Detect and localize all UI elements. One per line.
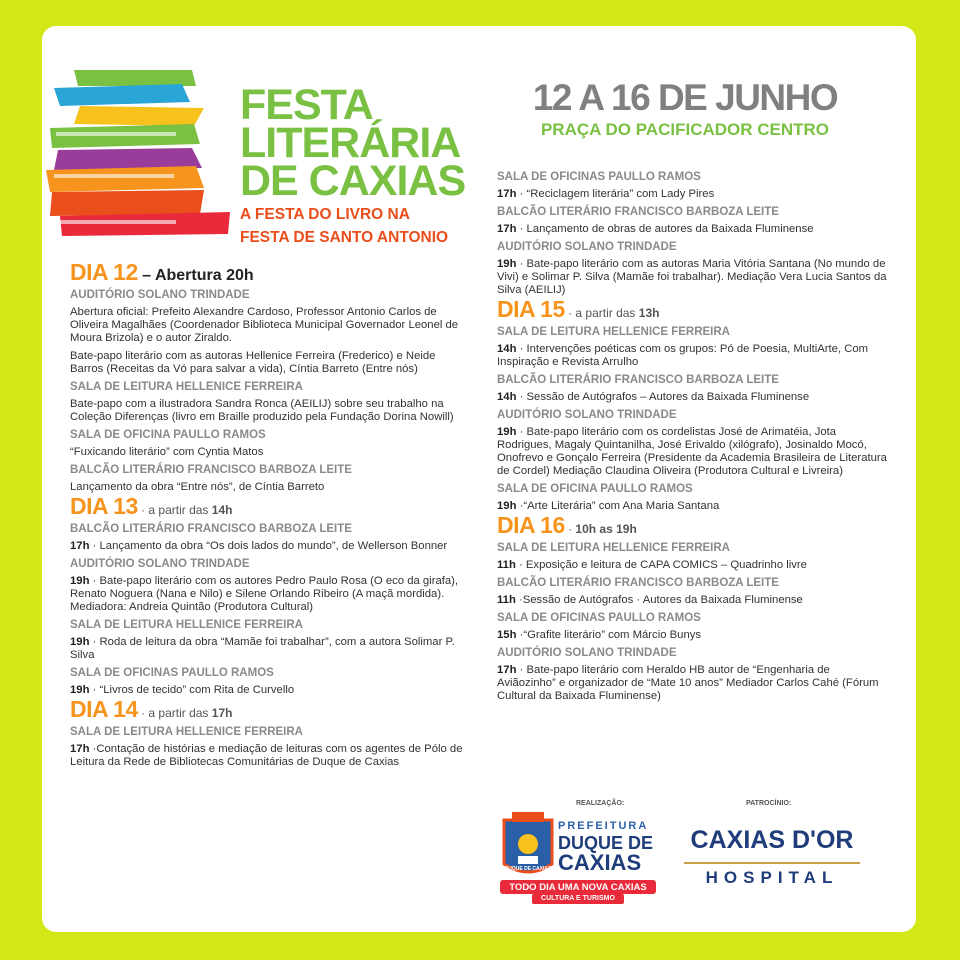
prefeitura-line-3: CAXIAS	[558, 850, 642, 875]
event-item	[70, 575, 465, 614]
venue-heading: BALCÃO LITERÁRIO FRANCISCO BARBOZA LEITE	[70, 523, 352, 535]
prefeitura-dept: CULTURA E TURISMO	[541, 895, 615, 902]
event-item	[70, 540, 465, 553]
event-text: ·“Arte Literária” com Ana Maria Santana	[516, 500, 720, 512]
event-text: · Lançamento da obra “Os dois lados do mundo”, de Wellerson Bonner	[89, 540, 448, 552]
hospital-name: CAXIAS D'OR	[690, 826, 854, 854]
day-heading	[70, 259, 465, 285]
logo-sub-1: A FESTA DO LIVRO NA	[240, 206, 410, 223]
hospital-word: HOSPITAL	[705, 868, 839, 887]
venue-heading: AUDITÓRIO SOLANO TRINDADE	[497, 409, 677, 421]
event-item	[497, 258, 887, 297]
venue-heading: BALCÃO LITERÁRIO FRANCISCO BARBOZA LEITE	[70, 464, 352, 476]
event-item	[497, 391, 887, 404]
day-subtitle: 13h	[638, 306, 660, 320]
festival-logo	[240, 81, 480, 246]
venue-heading: AUDITÓRIO SOLANO TRINDADE	[497, 647, 677, 659]
hospital-logo	[684, 818, 860, 898]
event-item	[497, 559, 887, 572]
day-separator: · a partir das	[564, 306, 639, 320]
event-time: 17h	[497, 188, 517, 200]
schedule-left-column	[70, 260, 465, 774]
event-text: ·“Grafite literário” com Márcio Bunys	[516, 629, 702, 641]
event-item	[497, 426, 887, 478]
event-text: · Roda de leitura da obra “Mamãe foi trabalhar”, com a autora Solimar P. Silva	[70, 636, 455, 661]
day-separator: –	[137, 267, 155, 284]
event-text: Lançamento da obra “Entre nós”, de Cíntia Barreto	[70, 481, 325, 493]
day-name: DIA 16	[497, 512, 565, 538]
day-name: DIA 13	[70, 493, 138, 519]
prefeitura-logo	[498, 808, 658, 906]
event-item	[497, 629, 887, 642]
day-separator: ·	[564, 522, 576, 536]
event-item	[497, 594, 887, 607]
event-text: Bate-papo com a ilustradora Sandra Ronca (AEILIJ) sobre seu trabalho na Coleção Diferenças (livro em Braille produzido pela Fundação Dorina Nowill)	[70, 398, 454, 423]
event-item	[70, 306, 465, 345]
day-heading	[497, 512, 887, 538]
realizacao-label: REALIZAÇÃO:	[576, 800, 625, 807]
day-heading	[497, 296, 887, 322]
event-item	[497, 223, 887, 236]
day-subtitle: 17h	[211, 706, 233, 720]
prefeitura-tagline: TODO DIA UMA NOVA CAXIAS	[509, 882, 647, 893]
event-time: 19h	[70, 636, 90, 648]
day-separator: · a partir das	[137, 503, 212, 517]
book-stack-icon	[44, 66, 234, 236]
event-item	[70, 636, 465, 662]
event-text: · Bate-papo literário com os autores Pedro Paulo Rosa (O eco da girafa), Renato Noguera (Nana e Nilo) e Silene Orlando Ribeiro (A maçã mordida). Mediadora: Andreia Quintão (Produtora Cultural)	[70, 575, 459, 613]
event-time: 17h	[497, 223, 517, 235]
day-subtitle: 10h as 19h	[575, 522, 637, 536]
event-text: · Lançamento de obras de autores da Baixada Fluminense	[516, 223, 814, 235]
logo-line-1: FESTA	[240, 81, 373, 129]
event-text: · Bate-papo literário com os cordelistas José de Arimatéia, Jota Rodrigues, Magaly Quintanilha, José Erivaldo (xilógrafo), Josinaldo Mocó, Onofrevo e Gonçalo Ferreira (Presidente da Academia Brasileira de Literatura de Cordel) Mediação Claudina Oliveira (Produtora Cultural e Livreira)	[497, 426, 887, 477]
event-text: · Bate-papo literário com Heraldo HB autor de “Engenharia de Aviãozinho” e organizador de “Mate 10 anos” Mediador Carlos Cahé (Fórum Cultural da Baixada Fluminense)	[497, 664, 879, 702]
event-time: 17h	[497, 664, 517, 676]
event-item	[497, 664, 887, 703]
event-time: 19h	[497, 258, 517, 270]
venue-heading: SALA DE OFICINAS PAULLO RAMOS	[497, 171, 701, 183]
event-item	[497, 343, 887, 369]
event-time: 11h	[497, 594, 516, 606]
event-place: PRAÇA DO PACIFICADOR CENTRO	[540, 120, 830, 139]
event-text: · Bate-papo literário com as autoras Maria Vitória Santana (No mundo de Vivi) e Solimar P. Silva (Mamãe foi trabalhar). Mediação Vera Lucia Santos da Silva (AEILIJ)	[497, 258, 887, 296]
event-time: 19h	[70, 684, 90, 696]
event-time: 19h	[497, 426, 517, 438]
event-text: “Fuxicando literário” com Cyntia Matos	[70, 446, 264, 458]
venue-heading: BALCÃO LITERÁRIO FRANCISCO BARBOZA LEITE	[497, 577, 779, 589]
event-text: · Intervenções poéticas com os grupos: Pó de Poesia, MultiArte, Com Inspiração e Revista Arrulho	[497, 343, 869, 368]
venue-heading: BALCÃO LITERÁRIO FRANCISCO BARBOZA LEITE	[497, 206, 779, 218]
venue-heading: BALCÃO LITERÁRIO FRANCISCO BARBOZA LEITE	[497, 374, 779, 386]
venue-heading: SALA DE OFICINAS PAULLO RAMOS	[70, 667, 274, 679]
event-time: 15h	[497, 629, 517, 641]
venue-heading: SALA DE LEITURA HELLENICE FERREIRA	[70, 619, 303, 631]
day-subtitle: 14h	[211, 503, 233, 517]
venue-heading: AUDITÓRIO SOLANO TRINDADE	[497, 241, 677, 253]
event-time: 19h	[70, 575, 90, 587]
day-subtitle: Abertura 20h	[154, 267, 254, 284]
venue-heading: SALA DE LEITURA HELLENICE FERREIRA	[497, 542, 730, 554]
event-item	[497, 188, 887, 201]
venue-heading: SALA DE LEITURA HELLENICE FERREIRA	[70, 381, 303, 393]
event-time: 19h	[497, 500, 517, 512]
event-text: ·Sessão de Autógrafos · Autores da Baixada Fluminense	[515, 594, 803, 606]
logo-sub-2: FESTA DE SANTO ANTONIO	[240, 229, 449, 246]
event-text: ·Contação de histórias e mediação de leituras com os agentes de Pólo de Leitura da Rede de Bibliotecas Comunitárias de Duque de Caxias	[70, 743, 463, 768]
schedule-right-column	[497, 166, 887, 708]
prefeitura-seal-text: DUQUE DE CAXIAS	[504, 866, 552, 872]
hospital-divider	[684, 862, 860, 864]
event-time: 17h	[70, 540, 90, 552]
event-text: · “Reciclagem literária” com Lady Pires	[516, 188, 715, 200]
patrocinio-label: PATROCÍNIO:	[746, 800, 792, 807]
logo-line-2: LITERÁRIA	[240, 119, 461, 167]
event-text: Bate-papo literário com as autoras Hellenice Ferreira (Frederico) e Neide Barros (Receitas da Vó para salvar a vida), Cíntia Barreto (Entre nós)	[70, 350, 436, 375]
day-name: DIA 14	[70, 696, 138, 722]
event-text: · “Livros de tecido” com Rita de Curvello	[89, 684, 295, 696]
day-name: DIA 15	[497, 296, 565, 322]
event-time: 17h	[70, 743, 90, 755]
event-item	[70, 446, 465, 459]
day-heading	[70, 696, 465, 722]
event-time: 14h	[497, 391, 517, 403]
day-heading	[70, 493, 465, 519]
event-item	[70, 743, 465, 769]
venue-heading: AUDITÓRIO SOLANO TRINDADE	[70, 558, 250, 570]
event-text: · Sessão de Autógrafos – Autores da Baixada Fluminense	[516, 391, 810, 403]
date-range: 12 A 16 DE JUNHO	[532, 77, 838, 118]
venue-heading: SALA DE OFICINA PAULLO RAMOS	[70, 429, 266, 441]
venue-heading: SALA DE LEITURA HELLENICE FERREIRA	[70, 726, 303, 738]
venue-heading: SALA DE OFICINAS PAULLO RAMOS	[497, 612, 701, 624]
event-item	[70, 398, 465, 424]
event-text: Abertura oficial: Prefeito Alexandre Cardoso, Professor Antonio Carlos de Oliveira Magalhães (Coordenador Biblioteca Municipal Governador Leonel de Moura Brizola) e o autor Ziraldo.	[70, 306, 459, 344]
venue-heading: AUDITÓRIO SOLANO TRINDADE	[70, 289, 250, 301]
date-block	[520, 78, 850, 140]
event-item	[70, 350, 465, 376]
venue-heading: SALA DE LEITURA HELLENICE FERREIRA	[497, 326, 730, 338]
day-name: DIA 12	[70, 259, 138, 285]
logo-line-3: DE CAXIAS	[240, 157, 466, 205]
prefeitura-line-1: PREFEITURA	[558, 820, 649, 832]
event-time: 14h	[497, 343, 517, 355]
prefeitura-line-2: DUQUE DE	[558, 833, 654, 853]
venue-heading: SALA DE OFICINA PAULLO RAMOS	[497, 483, 693, 495]
event-text: · Exposição e leitura de CAPA COMICS – Quadrinho livre	[515, 559, 807, 571]
event-time: 11h	[497, 559, 516, 571]
day-separator: · a partir das	[137, 706, 212, 720]
